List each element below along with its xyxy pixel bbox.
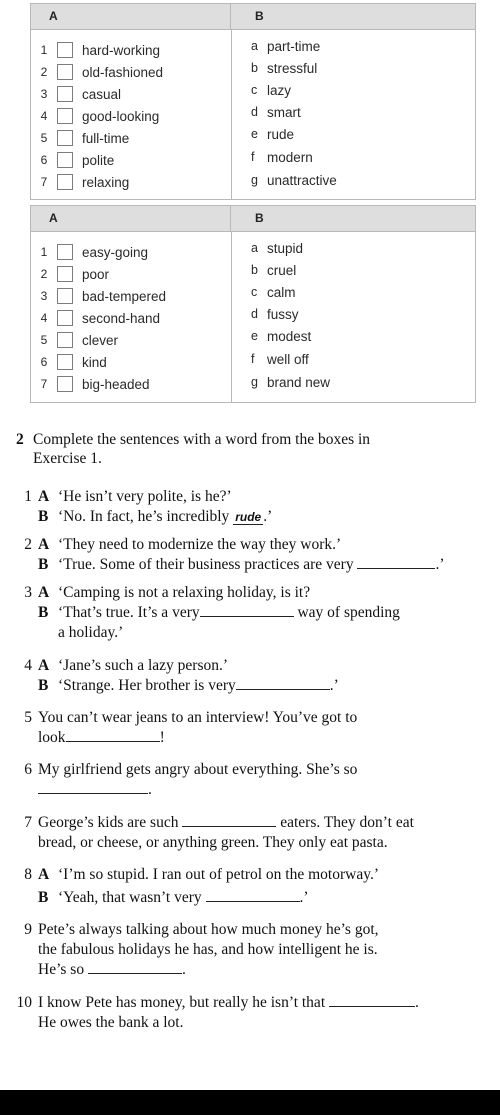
list-item: 5 clever bbox=[40, 332, 119, 348]
answer-checkbox[interactable] bbox=[57, 64, 73, 80]
question-10-cont: He owes the bank a lot. bbox=[38, 1014, 184, 1031]
answer-checkbox[interactable] bbox=[57, 130, 73, 146]
question-6-cont: . bbox=[38, 780, 152, 799]
answer-checkbox[interactable] bbox=[57, 310, 73, 326]
answer-blank[interactable] bbox=[88, 960, 182, 974]
list-item: d fussy bbox=[251, 306, 299, 322]
column-divider bbox=[231, 232, 232, 402]
question-7-cont: bread, or cheese, or anything green. They only eat pasta. bbox=[38, 834, 388, 851]
answer-blank[interactable] bbox=[357, 555, 435, 569]
answer-blank[interactable] bbox=[66, 728, 160, 742]
list-item: a stupid bbox=[251, 240, 304, 256]
answer-checkbox[interactable] bbox=[57, 174, 73, 190]
answer-checkbox[interactable] bbox=[57, 266, 73, 282]
answer-checkbox[interactable] bbox=[57, 332, 73, 348]
answer-checkbox[interactable] bbox=[57, 354, 73, 370]
question-3-response-cont: a holiday.’ bbox=[58, 624, 124, 641]
table-header bbox=[31, 206, 475, 232]
list-item: 2 old-fashioned bbox=[40, 64, 164, 80]
list-item: 4 good-looking bbox=[40, 108, 160, 124]
list-item: a part-time bbox=[251, 38, 321, 54]
question-5-cont: look ! bbox=[38, 729, 165, 746]
question-9-cont-2: He’s so . bbox=[38, 961, 186, 978]
answer-checkbox[interactable] bbox=[57, 376, 73, 392]
bottom-bar bbox=[0, 1090, 500, 1115]
list-item: 3 bad-tempered bbox=[40, 288, 167, 304]
list-item: c lazy bbox=[251, 82, 292, 98]
list-item: 1 hard-working bbox=[40, 42, 161, 58]
table-header bbox=[31, 4, 475, 30]
answer-checkbox[interactable] bbox=[57, 86, 73, 102]
exercise-number: 2 bbox=[16, 431, 24, 448]
answer-checkbox[interactable] bbox=[57, 42, 73, 58]
answer-blank[interactable] bbox=[200, 603, 294, 617]
column-a-header: A bbox=[31, 4, 231, 29]
list-item: g brand new bbox=[251, 374, 331, 390]
list-item: g unattractive bbox=[251, 172, 337, 188]
answer-blank[interactable] bbox=[329, 993, 415, 1007]
answer-checkbox[interactable] bbox=[57, 244, 73, 260]
column-divider bbox=[231, 30, 232, 199]
list-item: b stressful bbox=[251, 60, 318, 76]
list-item: 7 big-headed bbox=[40, 376, 150, 392]
answer-checkbox[interactable] bbox=[57, 288, 73, 304]
list-item: 5 full-time bbox=[40, 130, 130, 146]
list-item: 3 casual bbox=[40, 86, 122, 102]
list-item: b cruel bbox=[251, 262, 297, 278]
question-9-cont: the fabulous holidays he has, and how intelligent he is. bbox=[38, 941, 378, 958]
column-b-header: B bbox=[255, 211, 264, 225]
column-b-header: B bbox=[255, 9, 264, 23]
answer-blank[interactable] bbox=[206, 888, 300, 902]
list-item: 6 polite bbox=[40, 152, 115, 168]
answer-blank[interactable] bbox=[236, 676, 330, 690]
matching-table-2 bbox=[30, 205, 476, 403]
list-item: e modest bbox=[251, 328, 312, 344]
answer-field[interactable]: rude bbox=[235, 510, 262, 524]
list-item: f modern bbox=[251, 149, 313, 165]
answer-blank[interactable] bbox=[182, 813, 276, 827]
list-item: d smart bbox=[251, 104, 301, 120]
matching-table-1 bbox=[30, 3, 476, 200]
list-item: 1 easy-going bbox=[40, 244, 149, 260]
list-item: 2 poor bbox=[40, 266, 110, 282]
column-a-header: A bbox=[31, 206, 231, 231]
list-item: 4 second-hand bbox=[40, 310, 161, 326]
list-item: f well off bbox=[251, 351, 309, 367]
answer-checkbox[interactable] bbox=[57, 108, 73, 124]
list-item: 7 relaxing bbox=[40, 174, 130, 190]
list-item: c calm bbox=[251, 284, 296, 300]
answer-checkbox[interactable] bbox=[57, 152, 73, 168]
list-item: 6 kind bbox=[40, 354, 107, 370]
list-item: e rude bbox=[251, 126, 295, 142]
answer-blank[interactable] bbox=[38, 780, 148, 794]
